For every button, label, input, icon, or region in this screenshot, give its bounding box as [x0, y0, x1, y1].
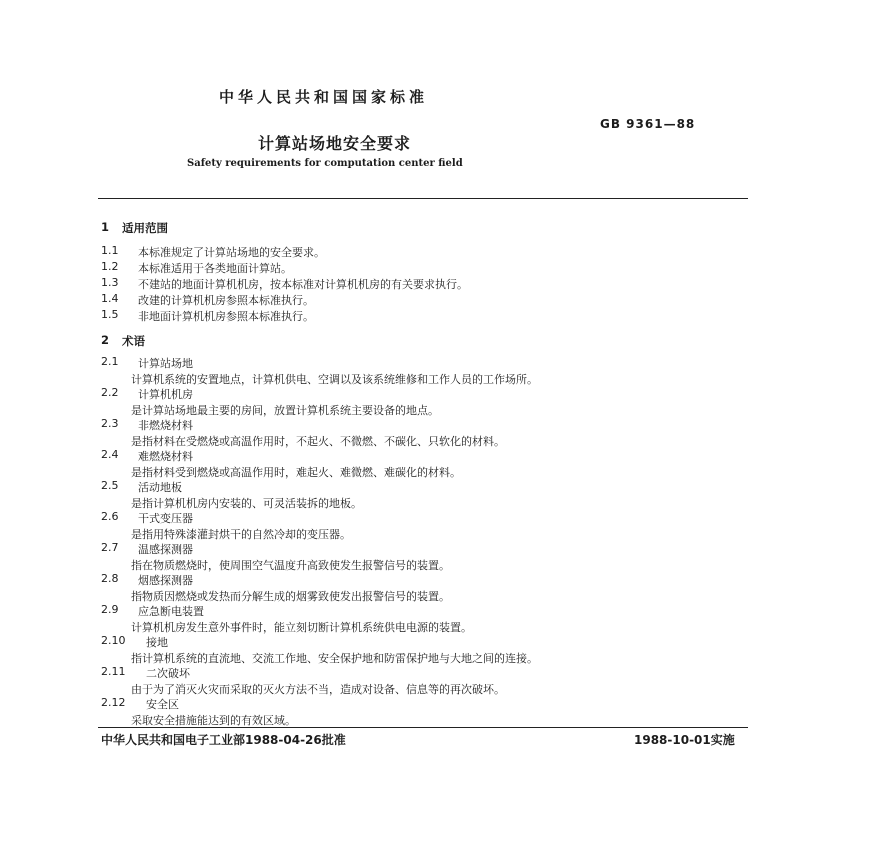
clause-number: 1.5 [101, 308, 119, 321]
term-definition: 是指计算机机房内安装的、可灵活装拆的地板。 [131, 497, 362, 510]
term-number: 2.8 [101, 572, 119, 585]
term-definition: 是指材料在受燃烧或高温作用时，不起火、不微燃、不碳化、只软化的材料。 [131, 435, 505, 448]
standard-name: 中华人民共和国国家标准 [219, 88, 429, 106]
clause-text: 非地面计算机机房参照本标准执行。 [138, 310, 314, 323]
term-name: 难燃烧材料 [138, 450, 193, 463]
term-definition: 由于为了消灭火灾而采取的灭火方法不当，造成对设备、信息等的再次破坏。 [131, 683, 505, 696]
term-definition: 指计算机系统的直流地、交流工作地、安全保护地和防雷保护地与大地之间的连接。 [131, 652, 538, 665]
term-number: 2.3 [101, 417, 119, 430]
term-name: 干式变压器 [138, 512, 193, 525]
term-name: 计算站场地 [138, 357, 193, 370]
clause-number: 1.4 [101, 292, 119, 305]
term-definition: 计算机机房发生意外事件时，能立刻切断计算机系统供电电源的装置。 [131, 621, 472, 634]
term-number: 2.7 [101, 541, 119, 554]
term-number: 2.9 [101, 603, 119, 616]
term-number: 2.6 [101, 510, 119, 523]
term-definition: 指物质因燃烧或发热而分解生成的烟雾致使发出报警信号的装置。 [131, 590, 450, 603]
term-name: 计算机机房 [138, 388, 193, 401]
term-name: 温感探测器 [138, 543, 193, 556]
term-number: 2.1 [101, 355, 119, 368]
term-number: 2.5 [101, 479, 119, 492]
term-name: 烟感探测器 [138, 574, 193, 587]
term-definition: 是计算站场地最主要的房间，放置计算机系统主要设备的地点。 [131, 404, 439, 417]
clause-number: 1.3 [101, 276, 119, 289]
term-definition: 采取安全措施能达到的有效区域。 [131, 714, 296, 727]
clause-number: 1.1 [101, 244, 119, 257]
term-name: 二次破坏 [146, 667, 190, 680]
term-name: 应急断电装置 [138, 605, 204, 618]
section-2-heading: 术语 [122, 334, 145, 348]
document-subtitle: Safety requirements for computation center field [187, 158, 463, 169]
document-title: 计算站场地安全要求 [258, 134, 412, 153]
section-1-heading: 适用范围 [122, 221, 168, 235]
clause-text: 不建站的地面计算机机房，按本标准对计算机机房的有关要求执行。 [138, 278, 468, 291]
term-number: 2.12 [101, 696, 126, 709]
clause-text: 改建的计算机机房参照本标准执行。 [138, 294, 314, 307]
term-definition: 是指用特殊漆灌封烘干的自然冷却的变压器。 [131, 528, 351, 541]
clause-number: 1.2 [101, 260, 119, 273]
term-name: 非燃烧材料 [138, 419, 193, 432]
section-1-number: 1 [101, 220, 110, 234]
term-definition: 指在物质燃烧时，使周围空气温度升高致使发生报警信号的装置。 [131, 559, 450, 572]
footer-divider [98, 727, 748, 728]
term-name: 接地 [146, 636, 168, 649]
term-name: 安全区 [146, 698, 179, 711]
header-divider [98, 198, 748, 199]
term-number: 2.10 [101, 634, 126, 647]
implementation-date: 1988-10-01实施 [634, 733, 735, 747]
clause-text: 本标准规定了计算站场地的安全要求。 [138, 246, 325, 259]
approval-line: 中华人民共和国电子工业部1988-04-26批准 [101, 733, 346, 747]
term-number: 2.4 [101, 448, 119, 461]
term-definition: 计算机系统的安置地点，计算机供电、空调以及该系统维修和工作人员的工作场所。 [131, 373, 538, 386]
term-definition: 是指材料受到燃烧或高温作用时，难起火、难微燃、难碳化的材料。 [131, 466, 461, 479]
term-number: 2.11 [101, 665, 126, 678]
term-number: 2.2 [101, 386, 119, 399]
term-name: 活动地板 [138, 481, 182, 494]
section-2-number: 2 [101, 333, 110, 347]
clause-text: 本标准适用于各类地面计算站。 [138, 262, 292, 275]
standard-number: GB 9361—88 [600, 117, 696, 131]
